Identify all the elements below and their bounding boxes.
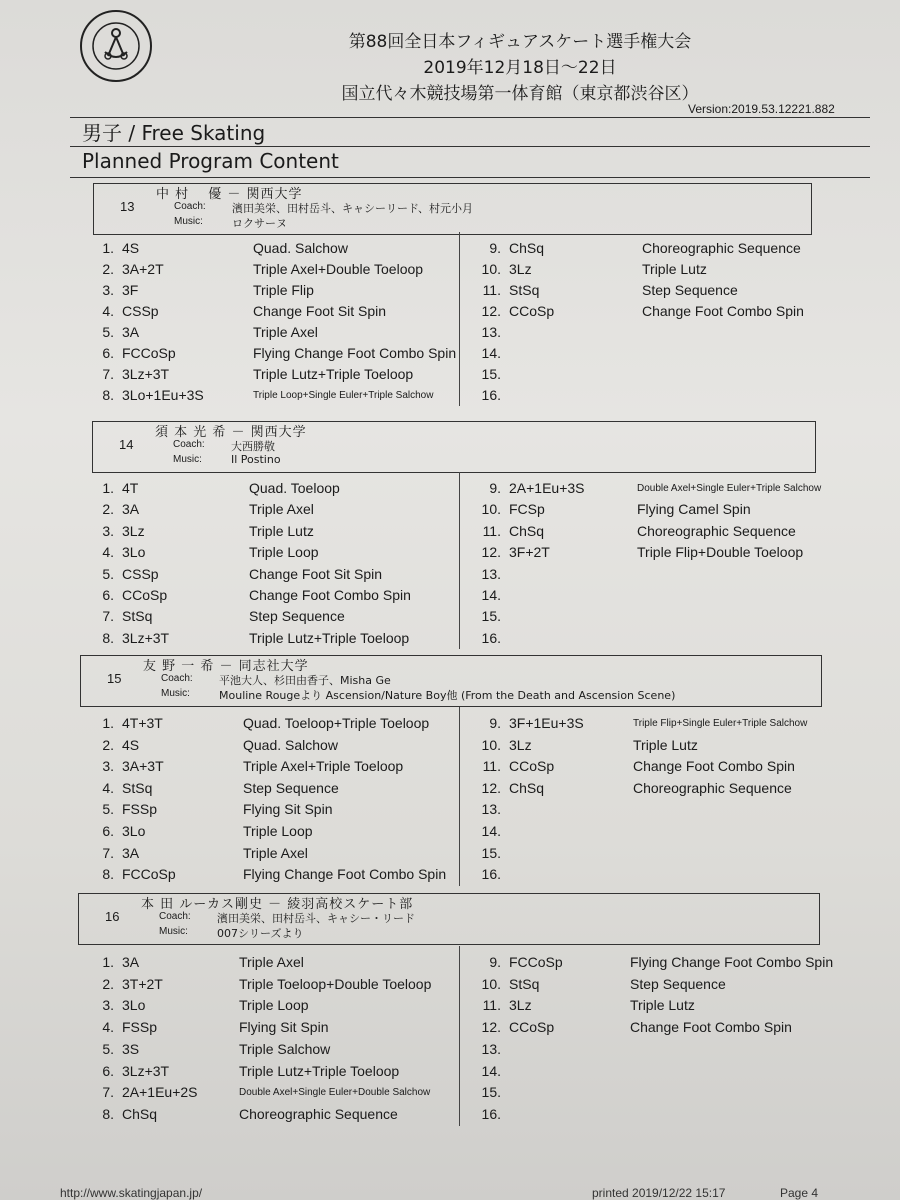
element-code: FCSp [509, 501, 545, 518]
element-code: 3Lz+3T [122, 1062, 170, 1079]
element-description: Step Sequence [249, 608, 345, 625]
element-number: 1. [102, 480, 114, 496]
coach-label: Coach: [161, 673, 193, 684]
element-number: 2. [102, 501, 114, 518]
element-code: 2A+1Eu+3S [509, 480, 585, 496]
element-row [88, 715, 458, 735]
skater-number: 14 [119, 437, 134, 452]
element-description: Quad. Toeloop [249, 480, 340, 496]
element-description: Change Foot Combo Spin [630, 1019, 792, 1036]
column-divider [459, 472, 460, 649]
element-number: 7. [102, 366, 114, 382]
coach-label: Coach: [159, 911, 191, 922]
music-value: 007シリーズより [217, 927, 304, 940]
skater-name: 中 村 優 － 関西大学 [156, 187, 303, 202]
element-number: 6. [102, 587, 114, 603]
element-code: ChSq [509, 522, 545, 539]
skater-name: 本 田 ルーカス剛史 － 綾羽高校スケート部 [141, 897, 414, 912]
element-row [475, 823, 835, 843]
element-row [475, 566, 835, 586]
element-code: 3Lo [122, 544, 146, 561]
element-description: Choreographic Sequence [239, 1105, 398, 1122]
element-row [475, 282, 835, 302]
element-code: 3Lz [509, 736, 532, 753]
element-code: StSq [122, 779, 153, 796]
music-label: Music: [174, 216, 203, 227]
skater-name: 友 野 一 希 － 同志社大学 [143, 659, 309, 674]
element-number: 3. [102, 758, 114, 775]
coach-value: 平池大人、杉田由香子、Misha Ge [219, 674, 391, 687]
element-number: 10. [481, 261, 501, 277]
element-description: Triple Axel [239, 954, 304, 970]
element-row [88, 1063, 458, 1083]
element-row [88, 737, 458, 757]
divider [70, 146, 870, 147]
element-number: 11. [482, 997, 501, 1014]
element-number: 14. [481, 1062, 501, 1079]
element-code: CCoSp [509, 303, 555, 319]
element-code: 3Lz [509, 997, 532, 1014]
element-number: 12. [481, 1019, 501, 1036]
element-row [475, 1041, 835, 1061]
element-row [88, 801, 458, 821]
element-number: 4. [102, 1019, 114, 1036]
element-code: ChSq [509, 240, 545, 256]
element-row [475, 544, 835, 564]
divider [70, 177, 870, 178]
element-description: Triple Axel+Double Toeloop [253, 261, 424, 277]
footer-page: Page 4 [780, 1186, 819, 1200]
element-row [475, 387, 835, 407]
element-number: 8. [102, 629, 114, 646]
element-description: Flying Change Foot Combo Spin [243, 866, 447, 883]
footer-printed: printed 2019/12/22 15:17 [592, 1186, 726, 1200]
element-description: Quad. Salchow [243, 736, 338, 753]
element-row [475, 954, 835, 974]
element-row [475, 715, 835, 735]
element-number: 4. [102, 779, 114, 796]
element-row [475, 780, 835, 800]
element-code: 2A+1Eu+2S [122, 1084, 198, 1101]
element-row [475, 801, 835, 821]
element-number: 1. [102, 954, 114, 970]
element-description: Step Sequence [642, 282, 738, 298]
element-description: Flying Camel Spin [637, 501, 751, 518]
element-row [475, 1019, 835, 1039]
element-description: Double Axel+Single Euler+Double Salchow [239, 1087, 431, 1099]
element-number: 15. [481, 1084, 501, 1101]
element-description: Triple Loop+Single Euler+Triple Salchow [253, 390, 434, 401]
music-label: Music: [173, 454, 202, 465]
element-number: 5. [102, 565, 114, 582]
element-number: 16. [481, 387, 501, 403]
element-description: Triple Loop [243, 823, 313, 839]
skater-header-box [93, 183, 812, 235]
column-divider [459, 946, 460, 1126]
element-code: 4T+3T [122, 715, 163, 731]
skater-header-box [80, 655, 822, 707]
element-row [88, 303, 458, 323]
element-description: Triple Lutz [633, 736, 698, 753]
coach-value: 大西勝敬 [231, 440, 275, 453]
element-row [475, 345, 835, 365]
element-code: 4T [122, 480, 139, 496]
element-row [475, 1106, 835, 1126]
column-divider [459, 707, 460, 886]
element-code: 3F [122, 282, 139, 298]
element-code: 3Lz+3T [122, 629, 170, 646]
element-code: CSSp [122, 303, 159, 319]
element-row [475, 976, 835, 996]
element-row [88, 866, 458, 886]
element-description: Step Sequence [243, 779, 339, 796]
music-value: Mouline Rougeより Ascension/Nature Boy他 (From the Death and Ascension Scene) [219, 689, 676, 702]
element-number: 11. [482, 758, 501, 775]
element-code: 3A+3T [122, 758, 164, 775]
element-row [88, 282, 458, 302]
element-code: 3A+2T [122, 261, 164, 277]
element-row [88, 758, 458, 778]
element-code: CCoSp [509, 758, 555, 775]
element-row [88, 587, 458, 607]
element-description: Change Foot Combo Spin [633, 758, 795, 775]
element-number: 12. [481, 544, 501, 561]
element-description: Triple Axel+Triple Toeloop [243, 758, 404, 775]
music-value: ロクサーヌ [232, 217, 287, 230]
element-row [88, 345, 458, 365]
element-row [475, 630, 835, 650]
element-code: 3A [122, 844, 140, 861]
skater-header-box [92, 421, 816, 473]
element-row [475, 261, 835, 281]
element-code: 3A [122, 501, 140, 518]
element-description: Triple Lutz [642, 261, 707, 277]
element-row [88, 1041, 458, 1061]
element-description: Flying Change Foot Combo Spin [253, 345, 457, 361]
element-code: 3Lo [122, 823, 146, 839]
element-description: Change Foot Sit Spin [249, 565, 383, 582]
event-title: 第88回全日本フィギュアスケート選手権大会 [348, 32, 692, 52]
element-number: 11. [482, 522, 501, 539]
element-description: Triple Loop [239, 997, 309, 1014]
element-number: 16. [481, 1105, 501, 1122]
element-description: Triple Salchow [239, 1040, 331, 1057]
element-number: 15. [481, 844, 501, 861]
element-row [475, 303, 835, 323]
element-code: 3Lz+3T [122, 366, 170, 382]
element-description: Change Foot Combo Spin [642, 303, 804, 319]
element-row [88, 845, 458, 865]
element-row [88, 523, 458, 543]
coach-label: Coach: [173, 439, 205, 450]
element-description: Quad. Salchow [253, 240, 348, 256]
coach-value: 濱田美栄、田村岳斗、キャシーリード、村元小月 [232, 202, 474, 215]
element-number: 13. [481, 324, 501, 340]
element-description: Triple Axel [253, 324, 318, 340]
element-number: 12. [481, 779, 501, 796]
music-value: Il Postino [231, 453, 281, 466]
element-number: 6. [102, 823, 114, 839]
element-code: FCCoSp [509, 954, 563, 970]
element-row [88, 366, 458, 386]
element-row [88, 997, 458, 1017]
element-description: Change Foot Sit Spin [253, 303, 387, 319]
element-code: StSq [122, 608, 153, 625]
element-row [88, 630, 458, 650]
element-description: Flying Sit Spin [239, 1019, 329, 1036]
element-description: Choreographic Sequence [637, 522, 796, 539]
element-number: 9. [489, 715, 501, 731]
coach-label: Coach: [174, 201, 206, 212]
element-code: 3T+2T [122, 975, 163, 992]
element-number: 2. [102, 975, 114, 992]
element-description: Flying Sit Spin [243, 801, 333, 818]
element-number: 5. [102, 801, 114, 818]
footer-url[interactable]: http://www.skatingjapan.jp/ [60, 1186, 203, 1200]
element-number: 2. [102, 736, 114, 753]
element-number: 1. [102, 715, 114, 731]
element-row [88, 501, 458, 521]
element-number: 3. [102, 522, 114, 539]
section-subtitle: Planned Program Content [82, 149, 339, 173]
skater-number: 15 [107, 671, 122, 686]
element-number: 10. [481, 975, 501, 992]
element-code: 3Lz [122, 522, 145, 539]
element-description: Triple Lutz [630, 997, 695, 1014]
element-code: 3F+2T [509, 544, 550, 561]
element-number: 4. [102, 303, 114, 319]
element-code: StSq [509, 282, 540, 298]
element-row [475, 587, 835, 607]
element-number: 15. [481, 366, 501, 382]
element-number: 13. [481, 565, 501, 582]
element-row [88, 240, 458, 260]
element-number: 8. [102, 866, 114, 883]
version-label: Version:2019.53.12221.882 [688, 102, 835, 116]
element-code: 3Lo+1Eu+3S [122, 387, 204, 403]
element-number: 7. [102, 844, 114, 861]
element-code: FCCoSp [122, 345, 176, 361]
element-number: 8. [102, 1105, 114, 1122]
element-description: Triple Loop [249, 544, 319, 561]
event-dates: 2019年12月18日～22日 [423, 58, 617, 78]
element-row [88, 1019, 458, 1039]
element-number: 14. [481, 345, 501, 361]
element-row [475, 997, 835, 1017]
element-row [88, 780, 458, 800]
element-number: 13. [481, 1040, 501, 1057]
element-row [88, 566, 458, 586]
element-number: 10. [481, 736, 501, 753]
element-row [88, 324, 458, 344]
element-code: 3S [122, 1040, 140, 1057]
element-number: 5. [102, 324, 114, 340]
element-description: Flying Change Foot Combo Spin [630, 954, 834, 970]
element-number: 3. [102, 997, 114, 1014]
element-number: 9. [489, 954, 501, 970]
element-code: ChSq [122, 1105, 158, 1122]
element-code: CSSp [122, 565, 159, 582]
element-description: Triple Lutz+Triple Toeloop [249, 629, 410, 646]
element-description: Triple Flip+Double Toeloop [637, 544, 804, 561]
skating-federation-logo [78, 8, 154, 84]
element-description: Triple Lutz+Triple Toeloop [253, 366, 414, 382]
element-number: 14. [481, 823, 501, 839]
element-row [475, 1063, 835, 1083]
element-number: 16. [481, 629, 501, 646]
element-description: Triple Flip+Single Euler+Triple Salchow [633, 718, 808, 729]
skater-number: 13 [120, 199, 135, 214]
element-code: ChSq [509, 779, 545, 796]
element-description: Double Axel+Single Euler+Triple Salchow [637, 483, 822, 494]
element-description: Triple Toeloop+Double Toeloop [239, 975, 432, 992]
element-description: Triple Lutz+Triple Toeloop [239, 1062, 400, 1079]
element-number: 10. [481, 501, 501, 518]
element-number: 16. [481, 866, 501, 883]
element-number: 11. [482, 282, 501, 298]
element-row [475, 758, 835, 778]
element-number: 2. [102, 261, 114, 277]
element-code: FSSp [122, 801, 158, 818]
element-code: CCoSp [509, 1019, 555, 1036]
element-number: 6. [102, 1062, 114, 1079]
element-row [475, 845, 835, 865]
element-number: 6. [102, 345, 114, 361]
element-row [475, 1084, 835, 1104]
skater-number: 16 [105, 909, 120, 924]
element-description: Triple Flip [253, 282, 314, 298]
element-row [88, 387, 458, 407]
element-row [475, 324, 835, 344]
element-number: 3. [102, 282, 114, 298]
element-number: 5. [102, 1040, 114, 1057]
element-row [475, 480, 835, 500]
element-code: 3A [122, 324, 140, 340]
element-code: FSSp [122, 1019, 158, 1036]
element-description: Quad. Toeloop+Triple Toeloop [243, 715, 430, 731]
event-venue: 国立代々木競技場第一体育館（東京都渋谷区） [341, 84, 699, 104]
music-label: Music: [161, 688, 190, 699]
element-number: 9. [489, 480, 501, 496]
element-number: 12. [481, 303, 501, 319]
element-number: 7. [102, 1084, 114, 1101]
element-row [475, 608, 835, 628]
category-title: 男子 / Free Skating [82, 121, 266, 145]
element-code: FCCoSp [122, 866, 176, 883]
element-description: Step Sequence [630, 975, 726, 992]
element-number: 7. [102, 608, 114, 625]
coach-value: 濱田美栄、田村岳斗、キャシー・リード [217, 912, 415, 925]
element-row [475, 523, 835, 543]
element-description: Change Foot Combo Spin [249, 587, 411, 603]
element-code: 3F+1Eu+3S [509, 715, 584, 731]
element-description: Triple Axel [243, 844, 308, 861]
column-divider [459, 232, 460, 406]
element-code: 4S [122, 240, 140, 256]
element-row [88, 1106, 458, 1126]
element-row [475, 240, 835, 260]
element-row [475, 866, 835, 886]
element-row [88, 954, 458, 974]
element-row [88, 544, 458, 564]
element-number: 8. [102, 387, 114, 403]
skater-name: 須 本 光 希 － 関西大学 [155, 425, 307, 440]
element-number: 13. [481, 801, 501, 818]
element-number: 4. [102, 544, 114, 561]
music-label: Music: [159, 926, 188, 937]
element-row [88, 976, 458, 996]
element-code: StSq [509, 975, 540, 992]
element-row [475, 737, 835, 757]
element-number: 9. [489, 240, 501, 256]
element-code: CCoSp [122, 587, 168, 603]
element-row [475, 366, 835, 386]
element-row [88, 480, 458, 500]
element-row [88, 608, 458, 628]
element-row [88, 261, 458, 281]
element-description: Choreographic Sequence [633, 779, 792, 796]
element-row [88, 823, 458, 843]
element-description: Choreographic Sequence [642, 240, 801, 256]
element-row [88, 1084, 458, 1104]
element-number: 15. [481, 608, 501, 625]
skater-header-box [78, 893, 820, 945]
element-number: 14. [481, 587, 501, 603]
element-description: Triple Lutz [249, 522, 314, 539]
element-code: 4S [122, 736, 140, 753]
element-number: 1. [102, 240, 114, 256]
element-description: Triple Axel [249, 501, 314, 518]
element-row [475, 501, 835, 521]
element-code: 3Lz [509, 261, 532, 277]
element-code: 3A [122, 954, 140, 970]
element-code: 3Lo [122, 997, 146, 1014]
